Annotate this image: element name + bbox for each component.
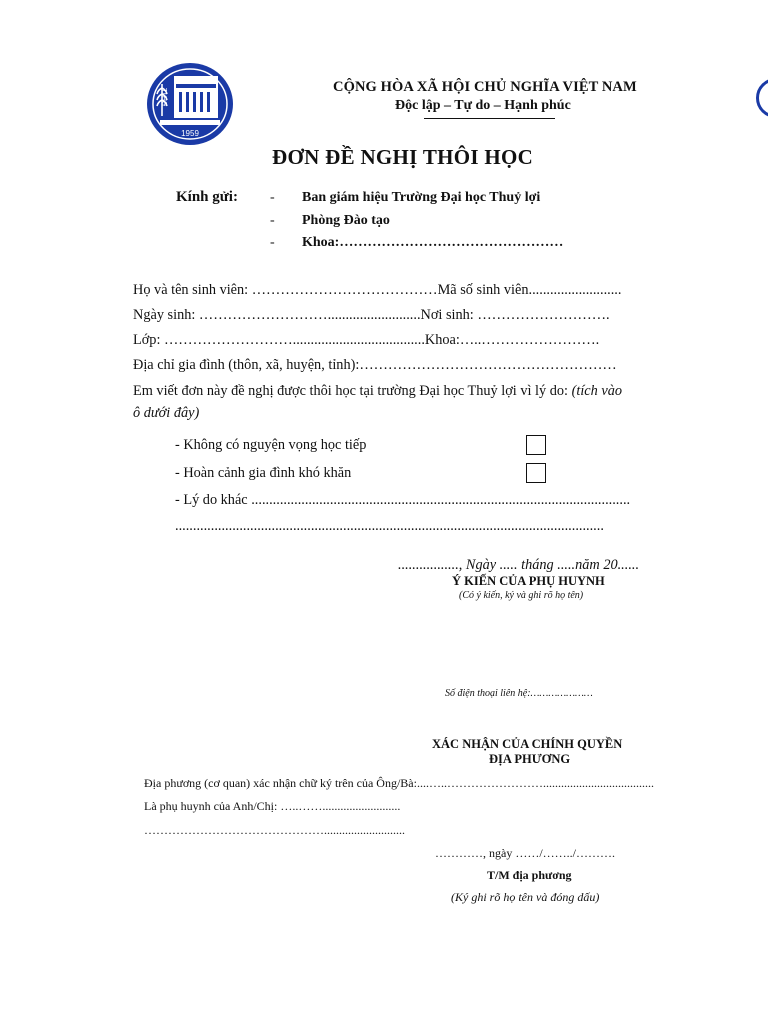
parent-section-note: (Có ý kiến, ký và ghi rõ họ tên) <box>459 590 584 601</box>
authority-date-line[interactable]: …………, ngày ……/……../………. <box>435 846 615 860</box>
authority-title-1: XÁC NHẬN CỦA CHÍNH QUYỀN <box>432 737 623 751</box>
field-address[interactable]: Địa chỉ gia đình (thôn, xã, huyện, tỉnh):……………………………………………… <box>133 357 617 373</box>
svg-text:1959: 1959 <box>181 129 199 138</box>
field-request <box>133 383 622 400</box>
svg-text:ĐHTL: ĐHTL <box>162 87 169 106</box>
request-note: (tích vào <box>571 383 623 399</box>
request-note-continued: ô dưới đây) <box>133 405 200 421</box>
secondary-logo-partial <box>756 78 768 118</box>
authority-sign-note: (Ký ghi rõ họ tên và đóng dấu) <box>451 890 600 904</box>
addressee-label: Kính gửi: <box>176 189 238 205</box>
authority-line-1[interactable]: Địa phương (cơ quan) xác nhận chữ ký trên của Ông/Bà:....…..……………………..................................... <box>144 776 654 790</box>
parent-section-title: Ý KIẾN CỦA PHỤ HUYNH <box>452 574 605 588</box>
reason-other-field[interactable]: - Lý do khác .......................................................................................................... <box>175 492 631 508</box>
field-birth[interactable]: Ngày sinh: ………………………..........................Nơi sinh: ………………………. <box>133 307 610 323</box>
addressee-item-3: Khoa:………………………………………… <box>302 235 564 250</box>
request-text: Em viết đơn này đề nghị được thôi học tại trường Đại học Thuỷ lợi vì lý do: <box>133 383 569 399</box>
parent-date-line[interactable]: ................., Ngày ..... tháng .....năm 20...... <box>398 557 640 573</box>
addressee-dash-2: - <box>270 213 275 228</box>
addressee-item-2: Phòng Đào tạo <box>302 213 390 228</box>
field-class[interactable]: Lớp: ……………………….....................................Khoa:…..……………………. <box>133 332 600 348</box>
university-logo <box>146 62 234 146</box>
field-student-name[interactable]: Họ và tên sinh viên: …………………………………Mã số sinh viên.......................... <box>133 282 622 298</box>
nation-heading: CỘNG HÒA XÃ HỘI CHỦ NGHĨA VIỆT NAM <box>333 79 637 95</box>
reason-1-label: - Không có nguyện vọng học tiếp <box>175 437 367 453</box>
addressee-dash-1: - <box>270 190 275 205</box>
motto-heading: Độc lập – Tự do – Hạnh phúc <box>395 98 571 113</box>
addressee-dash-3: - <box>270 235 275 250</box>
reason-1-checkbox[interactable] <box>526 435 546 455</box>
form-title: ĐƠN ĐỀ NGHỊ THÔI HỌC <box>272 145 534 169</box>
addressee-item-1: Ban giám hiệu Trường Đại học Thuỷ lợi <box>302 190 541 205</box>
authority-line-3[interactable]: ………………………………………........................... <box>144 823 405 837</box>
authority-line-2[interactable]: Là phụ huynh của Anh/Chị: …..…….......................... <box>144 799 401 813</box>
reason-2-checkbox[interactable] <box>526 463 546 483</box>
reason-other-continued[interactable]: ........................................................................................................................ <box>175 518 604 534</box>
authority-sign-label: T/M địa phương <box>487 868 572 882</box>
parent-phone-field[interactable]: Số điện thoại liên hệ:………………… <box>445 688 593 699</box>
reason-2-label: - Hoàn cảnh gia đình khó khăn <box>175 465 352 481</box>
authority-title-2: ĐỊA PHƯƠNG <box>489 752 571 766</box>
motto-underline <box>424 118 555 119</box>
